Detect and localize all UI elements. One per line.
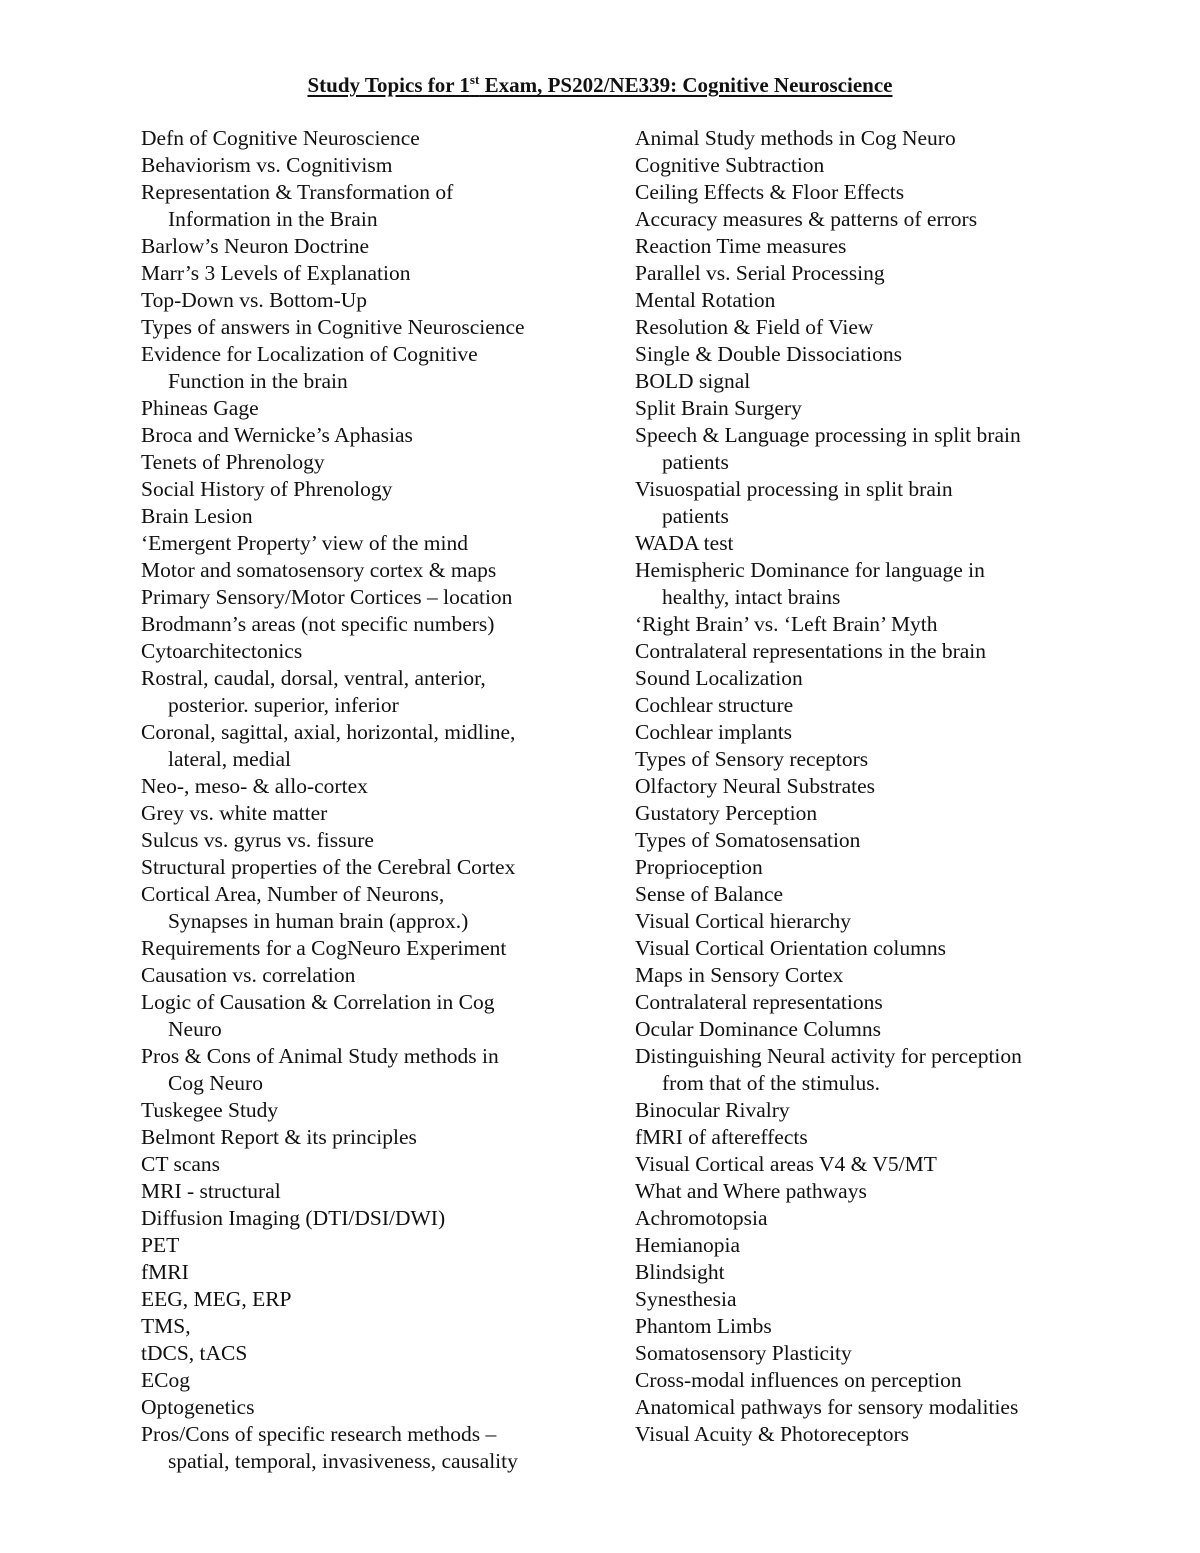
topic-line: Cortical Area, Number of Neurons, [141,882,445,906]
topic-line: Tenets of Phrenology [141,450,325,474]
topic-line: Visual Cortical Orientation columns [635,936,946,960]
topic-line-continuation: Information in the Brain [168,207,378,231]
topic-line: Binocular Rivalry [635,1098,790,1122]
topic-line-continuation: patients [662,504,729,528]
topic-line: Anatomical pathways for sensory modalities [635,1395,1019,1419]
topic-line: Parallel vs. Serial Processing [635,261,885,285]
topic-line: EEG, MEG, ERP [141,1287,292,1311]
topic-line: Blindsight [635,1260,725,1284]
topic-line: Barlow’s Neuron Doctrine [141,234,370,258]
topic-line: Split Brain Surgery [635,396,802,420]
topic-line-continuation: healthy, intact brains [662,585,841,609]
topic-line: Visual Acuity & Photoreceptors [635,1422,909,1446]
topic-line: Achromotopsia [635,1206,768,1230]
topic-line: Cross-modal influences on perception [635,1368,962,1392]
topic-line-continuation: lateral, medial [168,747,291,771]
topic-line: CT scans [141,1152,221,1176]
topic-line: Ceiling Effects & Floor Effects [635,180,905,204]
topic-line: Visual Cortical hierarchy [635,909,852,933]
topic-line: Animal Study methods in Cog Neuro [635,126,956,150]
topic-line: Requirements for a CogNeuro Experiment [141,936,507,960]
topic-line: Synesthesia [635,1287,737,1311]
topic-line: Defn of Cognitive Neuroscience [141,126,420,150]
topic-line: Cochlear structure [635,693,794,717]
topic-line: Logic of Causation & Correlation in Cog [141,990,495,1014]
topic-line: Types of Somatosensation [635,828,861,852]
topic-line: Sound Localization [635,666,803,690]
topic-line: fMRI [141,1260,189,1284]
topic-line-continuation: from that of the stimulus. [662,1071,880,1095]
topic-line: Grey vs. white matter [141,801,328,825]
topic-line: tDCS, tACS [141,1341,248,1365]
topic-line: fMRI of aftereffects [635,1125,808,1149]
topic-line: MRI - structural [141,1179,281,1203]
topic-line: ‘Right Brain’ vs. ‘Left Brain’ Myth [635,612,938,636]
topic-line-continuation: patients [662,450,729,474]
topic-line: Pros & Cons of Animal Study methods in [141,1044,499,1068]
topic-line: Representation & Transformation of [141,180,454,204]
topic-line: Reaction Time measures [635,234,847,258]
topic-line: ECog [141,1368,190,1392]
topic-line: Phineas Gage [141,396,259,420]
topic-line-continuation: Cog Neuro [168,1071,263,1095]
topic-line-continuation: spatial, temporal, invasiveness, causality [168,1449,518,1473]
topic-line: Ocular Dominance Columns [635,1017,882,1041]
topic-line: Hemispheric Dominance for language in [635,558,985,582]
topic-line: Brain Lesion [141,504,253,528]
page-title [0,70,1200,100]
topic-line: Optogenetics [141,1395,255,1419]
topic-line-continuation: Neuro [168,1017,222,1041]
topic-line: Proprioception [635,855,763,879]
topic-line: Structural properties of the Cerebral Cortex [141,855,516,879]
topic-line: Sulcus vs. gyrus vs. fissure [141,828,374,852]
topic-line: PET [141,1233,180,1257]
topic-line-continuation: Synapses in human brain (approx.) [168,909,469,933]
right-topic-column [635,125,1022,1448]
title-prefix: Study Topics for 1 [307,73,470,97]
topic-line: Broca and Wernicke’s Aphasias [141,423,413,447]
topic-line-continuation: Function in the brain [168,369,348,393]
topic-line: Hemianopia [635,1233,741,1257]
topic-line: Neo-, meso- & allo-cortex [141,774,368,798]
topic-line-continuation: posterior. superior, inferior [168,693,399,717]
topic-line: TMS, [141,1314,191,1338]
topic-line: Diffusion Imaging (DTI/DSI/DWI) [141,1206,446,1230]
topic-line: Belmont Report & its principles [141,1125,417,1149]
left-topic-column [141,125,525,1475]
topic-line: Visuospatial processing in split brain [635,477,953,501]
topic-line: Maps in Sensory Cortex [635,963,844,987]
topic-line: ‘Emergent Property’ view of the mind [141,531,468,555]
topic-line: Cochlear implants [635,720,793,744]
topic-line: WADA test [635,531,734,555]
topic-line: Behaviorism vs. Cognitivism [141,153,393,177]
topic-line: Evidence for Localization of Cognitive [141,342,478,366]
topic-line: Olfactory Neural Substrates [635,774,876,798]
topic-line: Types of Sensory receptors [635,747,869,771]
topic-line: Accuracy measures & patterns of errors [635,207,978,231]
topic-line: Causation vs. correlation [141,963,356,987]
topic-line: BOLD signal [635,369,751,393]
topic-line: Coronal, sagittal, axial, horizontal, midline, [141,720,516,744]
topic-line: Marr’s 3 Levels of Explanation [141,261,411,285]
title-superscript: st [469,72,480,87]
topic-line: Motor and somatosensory cortex & maps [141,558,497,582]
topic-line: Cognitive Subtraction [635,153,825,177]
topic-line: Resolution & Field of View [635,315,874,339]
topic-line: Phantom Limbs [635,1314,772,1338]
topic-line: Sense of Balance [635,882,784,906]
topic-line: Somatosensory Plasticity [635,1341,852,1365]
topic-line: Social History of Phrenology [141,477,393,501]
topic-line: Contralateral representations [635,990,883,1014]
topic-line: Gustatory Perception [635,801,818,825]
topic-line: Tuskegee Study [141,1098,279,1122]
topic-line: Pros/Cons of specific research methods – [141,1422,497,1446]
topic-line: Mental Rotation [635,288,776,312]
topic-line: Contralateral representations in the brain [635,639,987,663]
topic-line: Speech & Language processing in split brain [635,423,1021,447]
topic-line: Rostral, caudal, dorsal, ventral, anterior, [141,666,486,690]
title-suffix: Exam, PS202/NE339: Cognitive Neuroscience [479,73,893,97]
topic-line: What and Where pathways [635,1179,867,1203]
topic-line: Distinguishing Neural activity for perception [635,1044,1022,1068]
topic-line: Brodmann’s areas (not specific numbers) [141,612,495,636]
topic-line: Top-Down vs. Bottom-Up [141,288,368,312]
topic-line: Primary Sensory/Motor Cortices – location [141,585,513,609]
topic-line: Single & Double Dissociations [635,342,902,366]
topic-line: Visual Cortical areas V4 & V5/MT [635,1152,937,1176]
topic-line: Cytoarchitectonics [141,639,303,663]
topic-line: Types of answers in Cognitive Neuroscience [141,315,525,339]
